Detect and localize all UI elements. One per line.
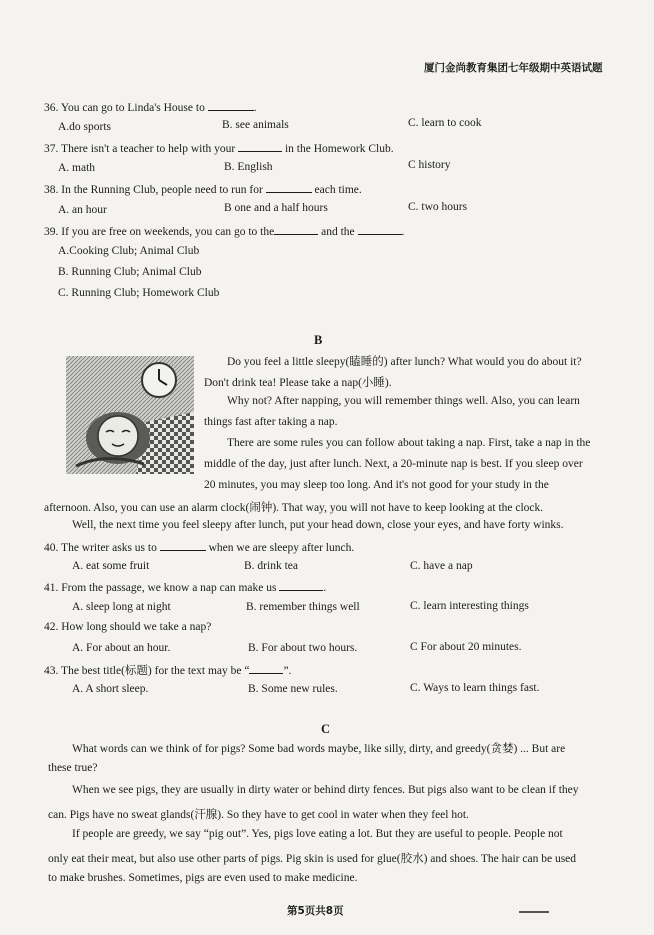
q39-option-b: B. Running Club; Animal Club bbox=[58, 266, 202, 278]
q36-option-b: B. see animals bbox=[222, 119, 289, 131]
illustration-svg bbox=[66, 356, 194, 474]
q42-option-b: B. For about two hours. bbox=[248, 642, 358, 654]
answer-blank bbox=[279, 580, 323, 591]
q42-option-c: C For about 20 minutes. bbox=[410, 641, 522, 653]
q40-option-a: A. eat some fruit bbox=[72, 560, 150, 572]
section-b-line: There are some rules you can follow about taking a nap. First, take a nap in the bbox=[227, 437, 591, 449]
q43-option-b: B. Some new rules. bbox=[248, 683, 338, 695]
section-b-line: things fast after taking a nap. bbox=[204, 416, 338, 428]
section-c-line: to make brushes. Sometimes, pigs are even used to make medicine. bbox=[48, 872, 358, 884]
question-43 bbox=[44, 662, 291, 678]
question-39 bbox=[44, 224, 404, 238]
question-42-stem: 42. How long should we take a nap? bbox=[44, 621, 212, 633]
q37-option-c: C history bbox=[408, 159, 451, 171]
question-38 bbox=[44, 182, 362, 196]
section-b-heading: B bbox=[314, 333, 323, 347]
section-b-line: Well, the next time you feel sleepy after lunch, put your head down, close your eyes, and have forty winks. bbox=[72, 519, 564, 531]
q40-option-b: B. drink tea bbox=[244, 560, 298, 572]
question-39-stem: 39. If you are free on weekends, you can go to the bbox=[44, 226, 275, 238]
answer-blank bbox=[208, 100, 254, 111]
question-40-stem: 40. The writer asks us to bbox=[44, 542, 157, 554]
q37-option-a: A. math bbox=[58, 162, 96, 174]
question-37-stem: 37. There isn't a teacher to help with your bbox=[44, 143, 236, 155]
q42-option-a: A. For about an hour. bbox=[72, 642, 171, 654]
q40-option-c: C. have a nap bbox=[410, 560, 473, 572]
question-41-end: . bbox=[323, 582, 327, 594]
q41-option-c: C. learn interesting things bbox=[410, 600, 529, 612]
q41-option-a: A. sleep long at night bbox=[72, 601, 171, 613]
question-41-stem: 41. From the passage, we know a nap can make us bbox=[44, 582, 277, 594]
footer-mark bbox=[519, 911, 549, 913]
section-b-line: Do you feel a little sleepy(瞌睡的) after lunch? What would you do about it? bbox=[227, 356, 582, 368]
answer-blank bbox=[238, 141, 282, 152]
question-38-stem: 38. In the Running Club, people need to run for bbox=[44, 184, 263, 196]
section-b-line: middle of the day, just after lunch. Next, a 20-minute nap is best. If you sleep over bbox=[204, 458, 583, 470]
section-c-heading: C bbox=[321, 722, 331, 736]
question-43-end: ”. bbox=[283, 665, 292, 677]
answer-blank bbox=[274, 224, 318, 235]
question-37-after: in the Homework Club. bbox=[284, 143, 394, 155]
question-43-stem: 43. The best title(标题) for the text may be “ bbox=[44, 665, 250, 677]
section-c-line: these true? bbox=[48, 762, 98, 774]
q36-option-a: A.do sports bbox=[58, 121, 112, 133]
question-36 bbox=[44, 100, 257, 114]
page-header: 厦门金尚教育集团七年级期中英语试题 bbox=[424, 62, 603, 74]
q43-option-a: A. A short sleep. bbox=[72, 683, 149, 695]
question-38-after: each time. bbox=[314, 184, 362, 196]
answer-blank bbox=[160, 540, 206, 551]
sleeping-person-clock-illustration bbox=[66, 356, 194, 474]
answer-blank bbox=[266, 182, 312, 193]
q39-option-a: A.Cooking Club; Animal Club bbox=[58, 245, 200, 257]
q38-option-b: B one and a half hours bbox=[224, 202, 328, 214]
q43-option-c: C. Ways to learn things fast. bbox=[410, 682, 540, 694]
section-c-line: When we see pigs, they are usually in dirty water or behind dirty fences. But pigs also want to be clean if they bbox=[72, 784, 579, 796]
section-b-line: Why not? After napping, you will remember things well. Also, you can learn bbox=[227, 395, 580, 407]
section-c-line: What words can we think of for pigs? Some bad words maybe, like silly, dirty, and greedy(贪婪) ... But are bbox=[72, 743, 566, 755]
question-37 bbox=[44, 141, 394, 155]
section-b-line: Don't drink tea! Please take a nap(小睡). bbox=[204, 377, 392, 389]
answer-blank bbox=[249, 663, 283, 674]
section-b-line: afternoon. Also, you can use an alarm clock(闹钟). That way, you will not have to keep looking at the clock. bbox=[44, 502, 544, 514]
question-39-mid: and the bbox=[321, 226, 355, 238]
question-40-after: when we are sleepy after lunch. bbox=[208, 542, 355, 554]
q38-option-a: A. an hour bbox=[58, 204, 107, 216]
q38-option-c: C. two hours bbox=[408, 201, 468, 213]
question-36-end: . bbox=[253, 102, 257, 114]
answer-blank bbox=[358, 224, 402, 235]
question-36-stem: 36. You can go to Linda's House to bbox=[44, 102, 205, 114]
q37-option-b: B. English bbox=[224, 161, 273, 173]
section-b-line: 20 minutes, you may sleep too long. And it's not good for your study in the bbox=[204, 479, 549, 491]
section-c-line: If people are greedy, we say “pig out”. Yes, pigs love eating a lot. But they are useful to people. People not bbox=[72, 828, 563, 840]
question-39-end: . bbox=[401, 226, 405, 238]
page-number: 第5页共8页 bbox=[287, 905, 344, 917]
q41-option-b: B. remember things well bbox=[246, 601, 360, 613]
question-40 bbox=[44, 540, 354, 554]
q36-option-c: C. learn to cook bbox=[408, 117, 482, 129]
q39-option-c: C. Running Club; Homework Club bbox=[58, 287, 220, 299]
question-41 bbox=[44, 580, 326, 594]
section-c-line: only eat their meat, but also use other parts of pigs. Pig skin is used for glue(胶水) and shoes. The hair can be used bbox=[48, 853, 577, 865]
section-c-line: can. Pigs have no sweat glands(汗腺). So they have to get cool in water when they feel hot. bbox=[48, 809, 469, 821]
